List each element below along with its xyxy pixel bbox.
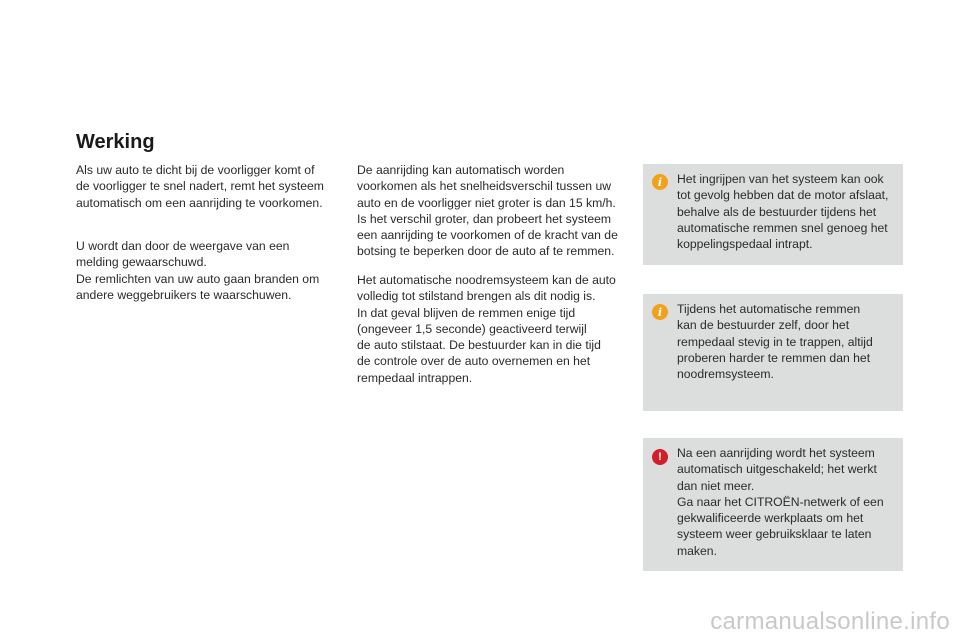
section-title: Werking <box>76 131 155 153</box>
warning-box-after-collision <box>643 438 903 571</box>
left-paragraph-1: Als uw auto te dicht bij de voorligger komt of de voorligger te snel nadert, remt het systeem automatisch om een aanrijding te voorkomen. <box>76 163 324 210</box>
watermark: carmanualsonline.info <box>710 608 950 635</box>
info-box-text: Het ingrijpen van het systeem kan ook tot gevolg hebben dat de motor afslaat, behalve als de bestuurder tijdens het automatische remmen snel genoeg het koppelingspedaal intrapt. <box>677 172 889 252</box>
left-paragraph-2: U wordt dan door de weergave van een melding gewaarschuwd. De remlichten van uw auto gaan branden om andere weggebruikers te waarschuwen. <box>76 239 320 302</box>
info-box-engine-stall <box>643 164 903 265</box>
info-box-driver-braking <box>643 294 903 411</box>
info-icon: i <box>652 304 668 320</box>
warning-box-text: Na een aanrijding wordt het systeem automatisch uitgeschakeld; het werkt dan niet meer. Ga naar het CITROËN-netwerk of een gekwalificeerde werkplaats om het systeem weer gebruiksklaar te laten maken. <box>677 446 884 558</box>
middle-paragraph-1: De aanrijding kan automatisch worden voorkomen als het snelheidsverschil tussen uw auto en de voorligger niet groter is dan 15 km/h. Is het verschil groter, dan probeert het systeem een aanrijding te voorkomen of de kracht van de botsing te beperken door de auto af te remmen. <box>357 163 618 259</box>
warning-icon: ! <box>652 449 668 465</box>
info-icon: i <box>652 174 668 190</box>
middle-paragraph-2: Het automatische noodremsysteem kan de auto volledig tot stilstand brengen als dit nodig is. In dat geval blijven de remmen enige tijd (ongeveer 1,5 seconde) geactiveerd terwijl de auto stilstaat. De bestuurder kan in die tijd de controle over de auto overnemen en het rempedaal intrappen. <box>357 273 616 385</box>
info-box-text: Tijdens het automatische remmen kan de bestuurder zelf, door het rempedaal stevig in te trappen, altijd proberen harder te remmen dan het noodremsysteem. <box>677 302 873 382</box>
